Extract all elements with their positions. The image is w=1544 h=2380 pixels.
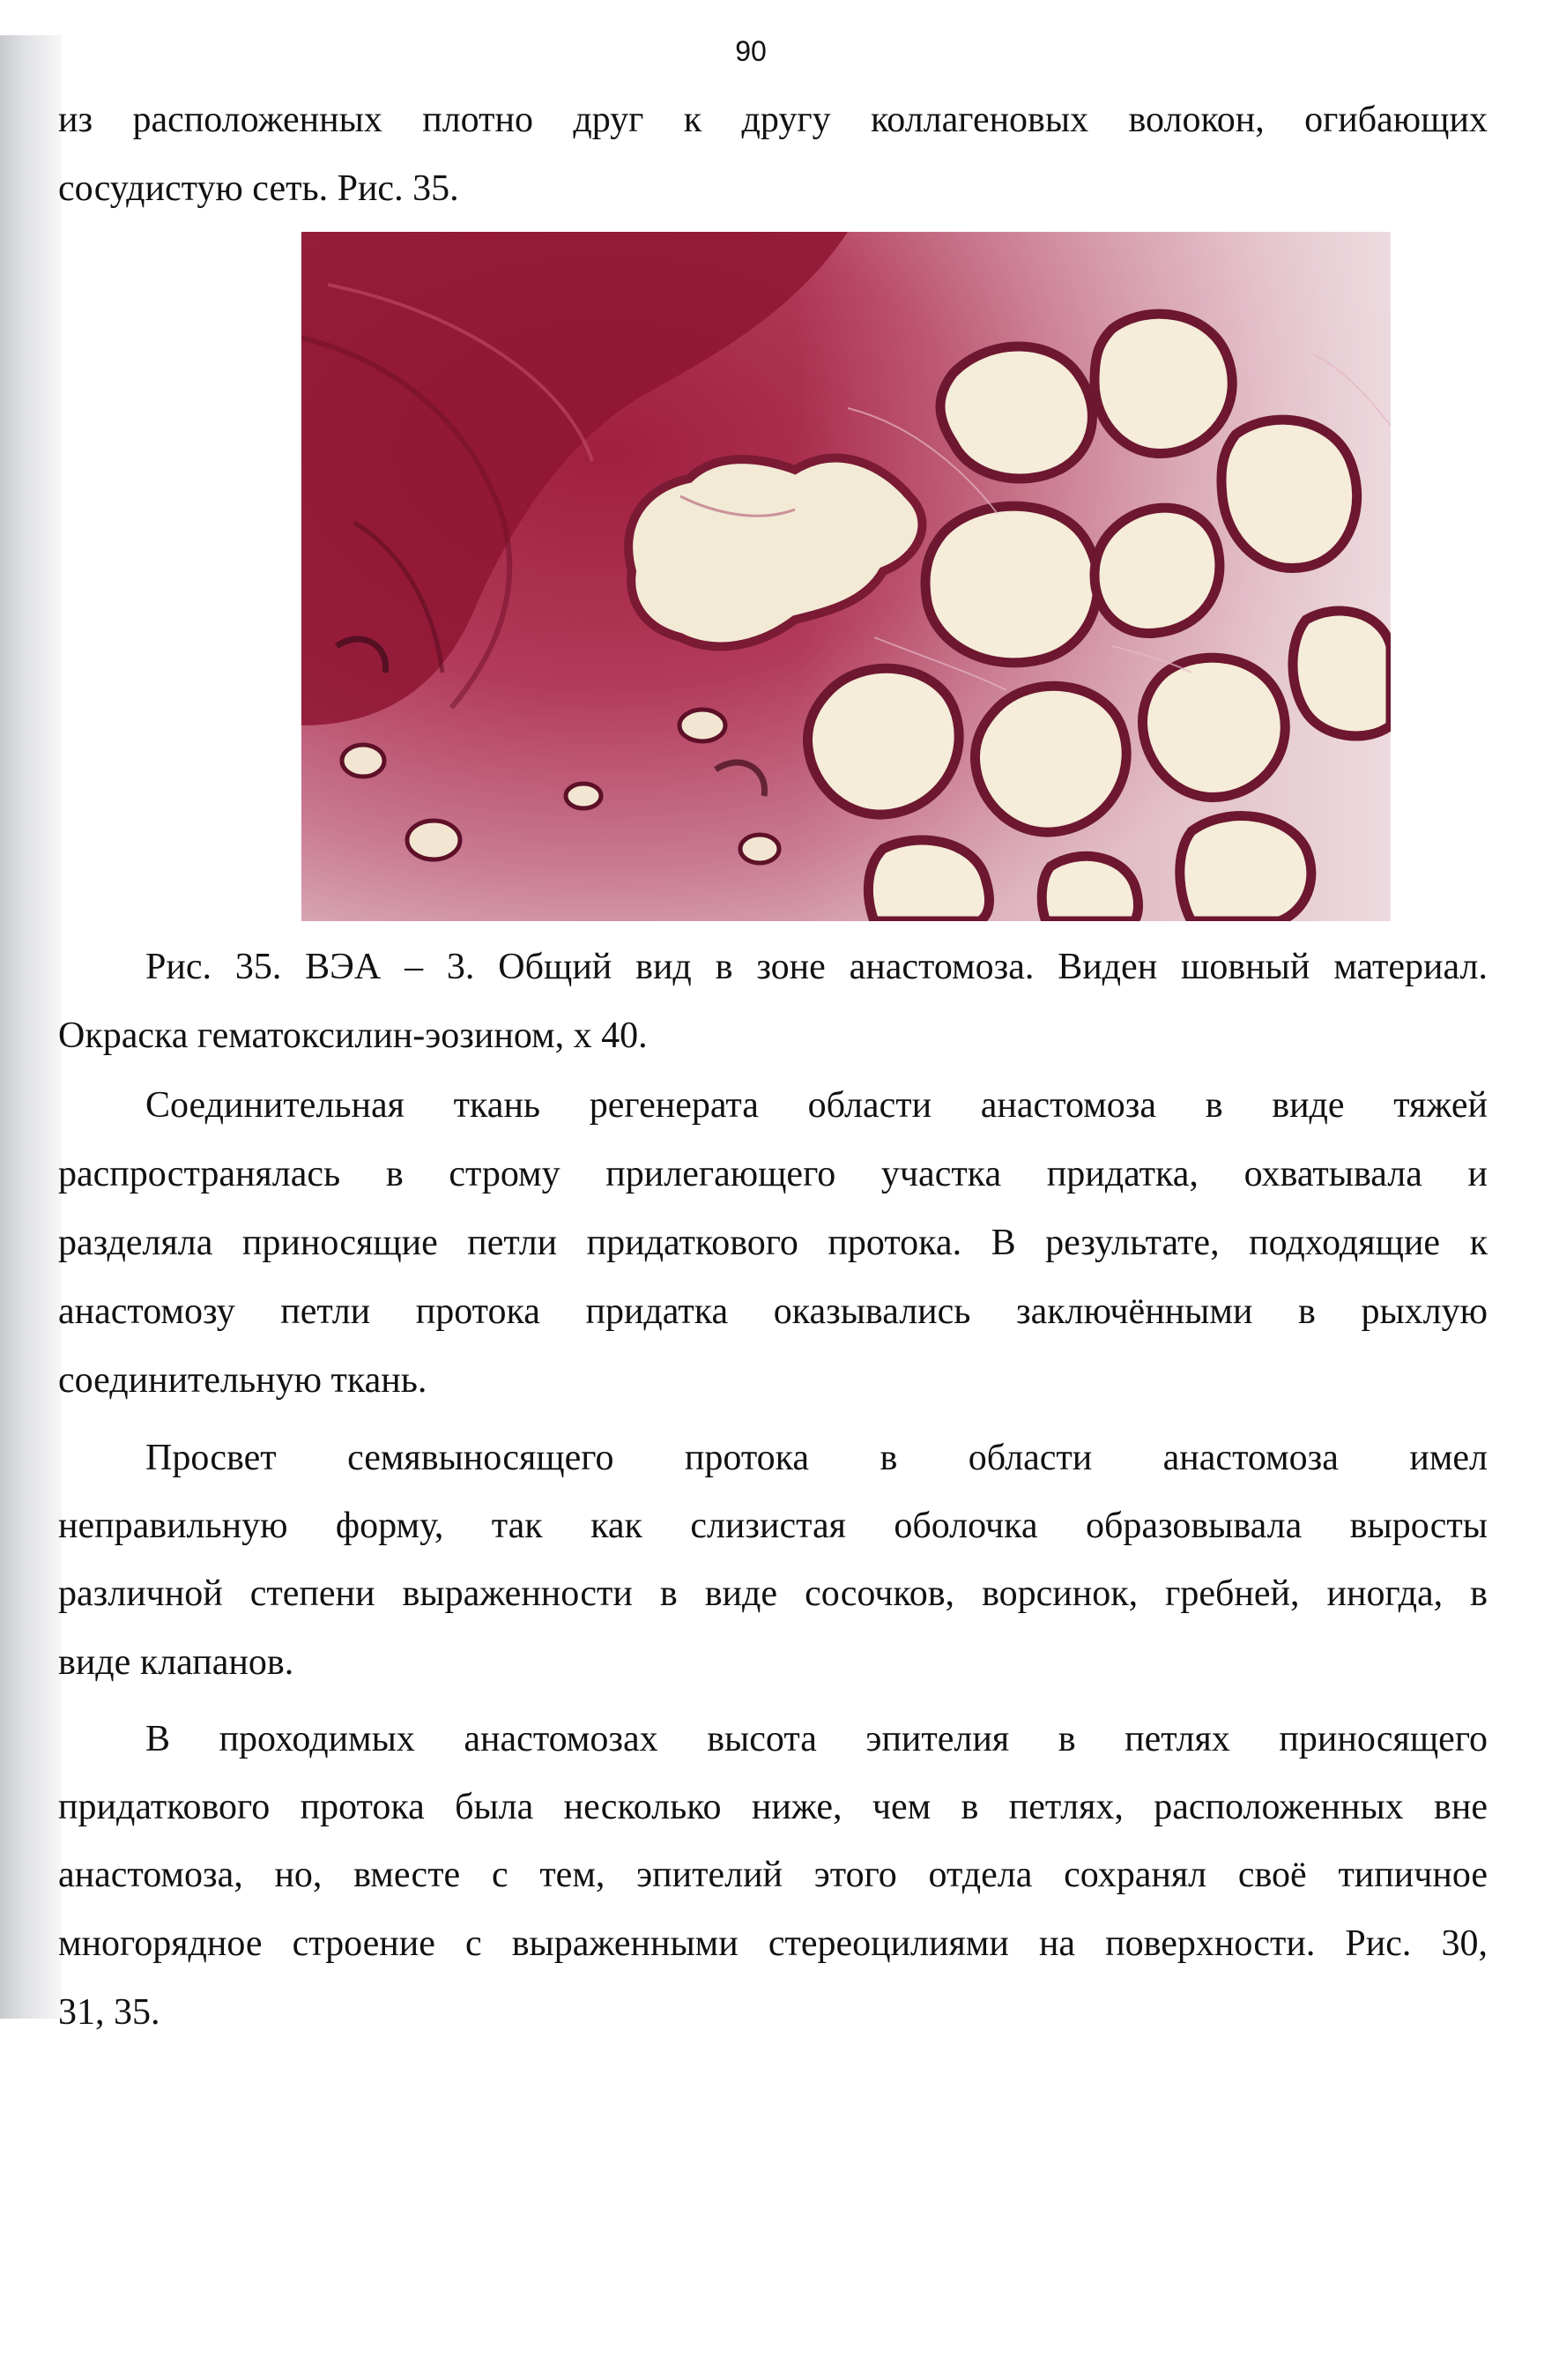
figure-caption: Рис. 35. ВЭА – 3. Общий вид в зоне анастомоза. Виден шовный материал. xyxy=(145,947,1488,987)
body-text-line: 31, 35. xyxy=(58,1992,160,2033)
body-text-line: В проходимых анастомозах высота эпителия в петлях приносящего xyxy=(145,1719,1488,1759)
body-text-line: анастомоза, но, вместе с тем, эпителий этого отдела сохранял своё типичное xyxy=(58,1855,1488,1895)
page-left-edge-shadow xyxy=(0,35,62,2019)
body-text-line: неправильную форму, так как слизистая оболочка образовывала выросты xyxy=(58,1506,1488,1546)
body-text-line: разделяла приносящие петли придаткового протока. В результате, подходящие к xyxy=(58,1223,1488,1263)
body-text-line: многорядное строение с выраженными стереоцилиями на поверхности. Рис. 30, xyxy=(58,1923,1488,1964)
body-text-line: сосудистую сеть. Рис. 35. xyxy=(58,168,459,209)
body-text-line: распространялась в строму прилегающего участка придатка, охватывала и xyxy=(58,1154,1488,1194)
body-text-line: виде клапанов. xyxy=(58,1642,294,1683)
body-text-line: из расположенных плотно друг к другу коллагеновых волокон, огибающих xyxy=(58,100,1488,140)
body-text-line: анастомозу петли протока придатка оказывались заключёнными в рыхлую xyxy=(58,1291,1488,1332)
body-text-line: придаткового протока была несколько ниже, чем в петлях, расположенных вне xyxy=(58,1787,1488,1827)
body-text-line: Просвет семявыносящего протока в области анастомоза имел xyxy=(145,1438,1488,1478)
body-text-line: соединительную ткань. xyxy=(58,1360,427,1401)
body-text-line: Соединительная ткань регенерата области анастомоза в виде тяжей xyxy=(145,1085,1488,1126)
figure-caption: Окраска гематоксилин-эозином, х 40. xyxy=(58,1015,648,1056)
page-number: 90 xyxy=(735,35,767,67)
histology-figure xyxy=(301,232,1391,921)
body-text-line: различной степени выраженности в виде сосочков, ворсинок, гребней, иногда, в xyxy=(58,1573,1488,1614)
